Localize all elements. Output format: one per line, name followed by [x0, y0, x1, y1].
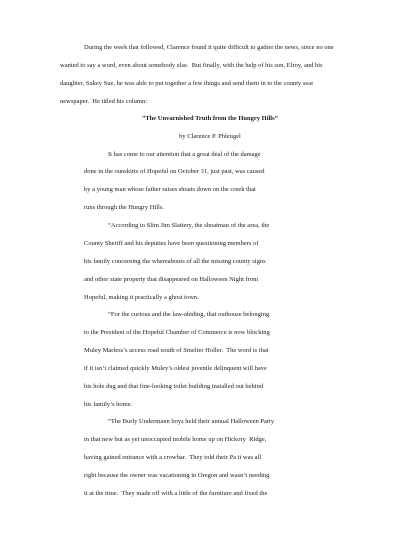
column-line-1: It has come to our attention that a great deal of the damage — [108, 151, 261, 158]
column-title: “The Unvarnished Truth from the Hungry Hills” — [142, 115, 278, 122]
column-line-11: to the President of the Hopeful Chamber of Commerce is now blocking — [84, 329, 270, 336]
column-line-6: County Sheriff and his deputies have been questioning members of — [84, 240, 259, 247]
column-line-9: Hopeful, making it practically a ghost town. — [84, 294, 199, 301]
byline: by Clarence P. Phleugel — [179, 133, 241, 140]
intro-line-3: daughter, Sukey Sue, he was able to put together a few things and send them in to the county seat — [60, 80, 313, 87]
column-line-17: in that new but as yet unoccupied mobile home up on Hickory Ridge, — [84, 436, 267, 443]
intro-line-1: During the week that followed, Clarence found it quite difficult to gather the news, since no one — [84, 44, 334, 51]
column-line-4: runs through the Hungry Hills. — [84, 204, 164, 211]
column-line-3: by a young man whose father raises shoats down on the creek that — [84, 186, 256, 193]
column-line-10: “For the curious and the law-abiding, that outhouse belonging — [108, 311, 270, 318]
column-line-13: if it isn’t claimed quickly Muley’s oldest juvenile delinquent will have — [84, 365, 267, 372]
column-line-15: his family’s home. — [84, 401, 133, 408]
column-line-16: “The Burly Undermann boys held their annual Halloween Party — [108, 418, 275, 425]
column-line-5: “According to Slim Jim Slattery, the shoatman of the area, the — [108, 222, 270, 229]
column-line-14: his hole dug and that fine-looking toilet building installed out behind — [84, 383, 264, 390]
column-line-8: and other state property that disappeared on Halloween Night from — [84, 276, 259, 283]
column-line-12: Muley Marless’s access road south of Smelter Holler. The word is that — [84, 347, 269, 354]
intro-line-2: wanted to say a word, even about somebody else. But finally, with the help of his son, Elroy, and his — [60, 62, 323, 69]
column-line-18: having gained entrance with a crowbar. They told their Pa it was all — [84, 454, 262, 461]
column-line-7: his family concerning the whereabouts of all the missing county signs — [84, 258, 266, 265]
column-line-2: done in the ounskirts of Hopeful on October 31, just past, was caused — [84, 168, 265, 175]
column-line-19: right because the owner was vacationing in Oregon and wasn’t needing — [84, 472, 270, 479]
column-line-20: it at the time. They made off with a little of the furniture and fixed the — [84, 490, 268, 497]
intro-line-4: newspaper. He titled his column: — [60, 98, 148, 105]
